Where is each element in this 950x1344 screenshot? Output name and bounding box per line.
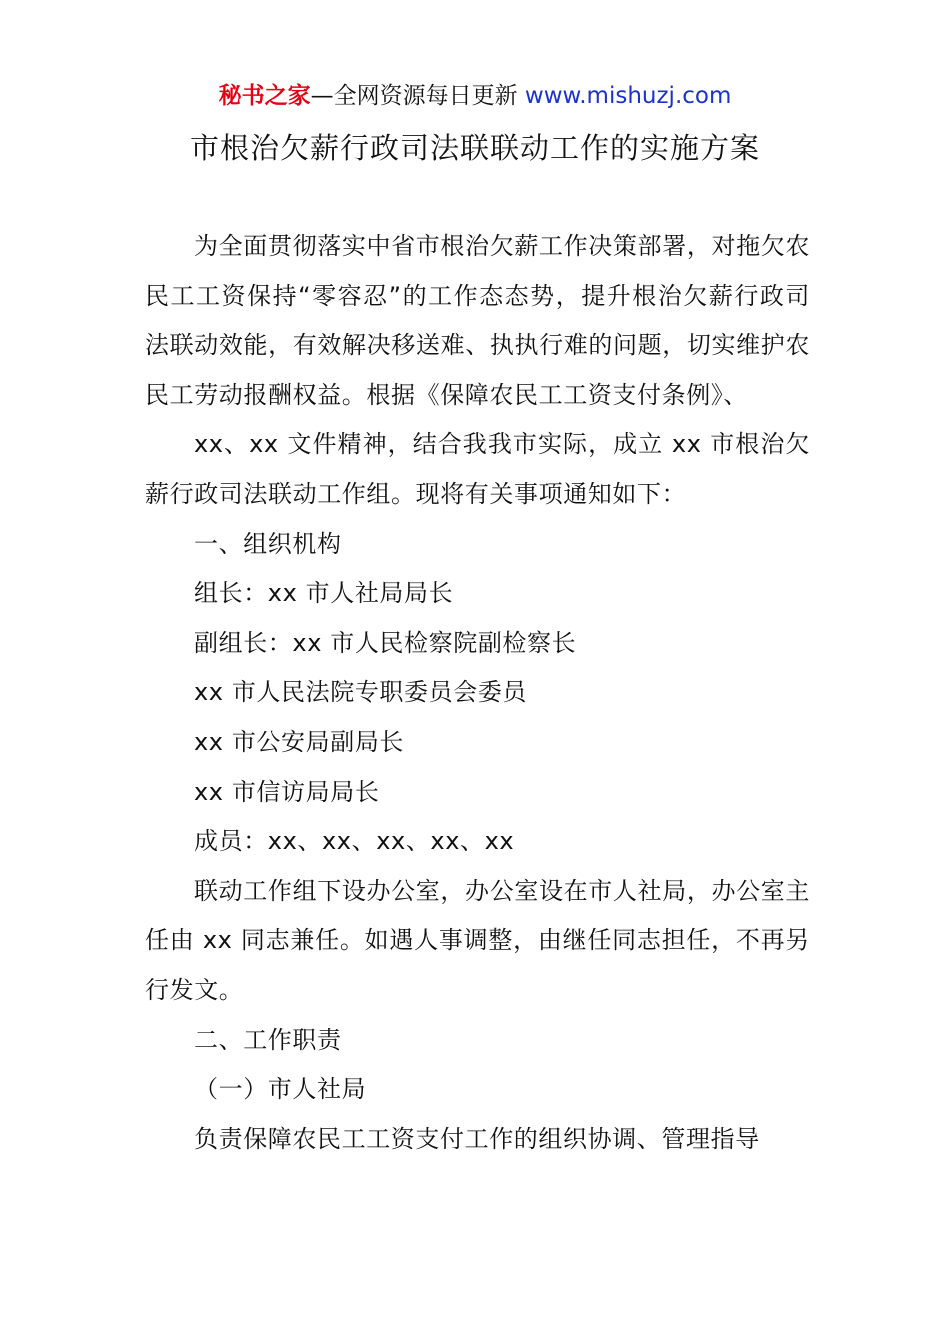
document-body bbox=[145, 222, 810, 1164]
document-title: 市根治欠薪行政司法联联动工作的实施方案 bbox=[189, 131, 760, 165]
site-header bbox=[0, 80, 950, 112]
site-url-link[interactable]: www.mishuzj.com bbox=[524, 83, 732, 109]
section-heading-organization: 一、组织机构 bbox=[194, 529, 342, 558]
paragraph-intro: 为全面贯彻落实中省市根治欠薪工作决策部署，对拖欠农民工工资保持“零容忍”的工作态态势，提升根治欠薪行政司法联动效能，有效解决移送难、执执行难的问题，切实维护农民工劳动报酬权益。根据《保障农民工工资支付条例》、 bbox=[145, 232, 810, 409]
paragraph-hr-duty: 负责保障农民工工资支付工作的组织协调、管理指导 bbox=[194, 1124, 760, 1153]
subsection-heading-hr-bureau: （一）市人社局 bbox=[194, 1075, 367, 1104]
paragraph-office: 联动工作组下设办公室，办公室设在市人社局，办公室主任由 xx 同志兼任。如遇人事调整，由继任同志担任，不再另行发文。 bbox=[145, 876, 810, 1004]
list-item-police-member: xx 市公安局副局长 bbox=[194, 727, 405, 756]
paragraph-basis: xx、xx 文件精神，结合我我市实际，成立 xx 市根治欠薪行政司法联动工作组。现将有关事项通知如下： bbox=[145, 430, 810, 508]
list-item-leader: 组长：xx 市人社局局长 bbox=[194, 579, 454, 608]
site-tagline: —全网资源每日更新 bbox=[310, 83, 525, 109]
list-item-deputy-leader: 副组长：xx 市人民检察院副检察长 bbox=[194, 628, 577, 657]
list-item-court-member: xx 市人民法院专职委员会委员 bbox=[194, 678, 528, 707]
site-brand: 秘书之家 bbox=[218, 83, 311, 109]
section-heading-duties: 二、工作职责 bbox=[194, 1025, 342, 1054]
list-item-petition-member: xx 市信访局局长 bbox=[194, 777, 380, 806]
list-item-members: 成员：xx、xx、xx、xx、xx bbox=[194, 827, 515, 856]
